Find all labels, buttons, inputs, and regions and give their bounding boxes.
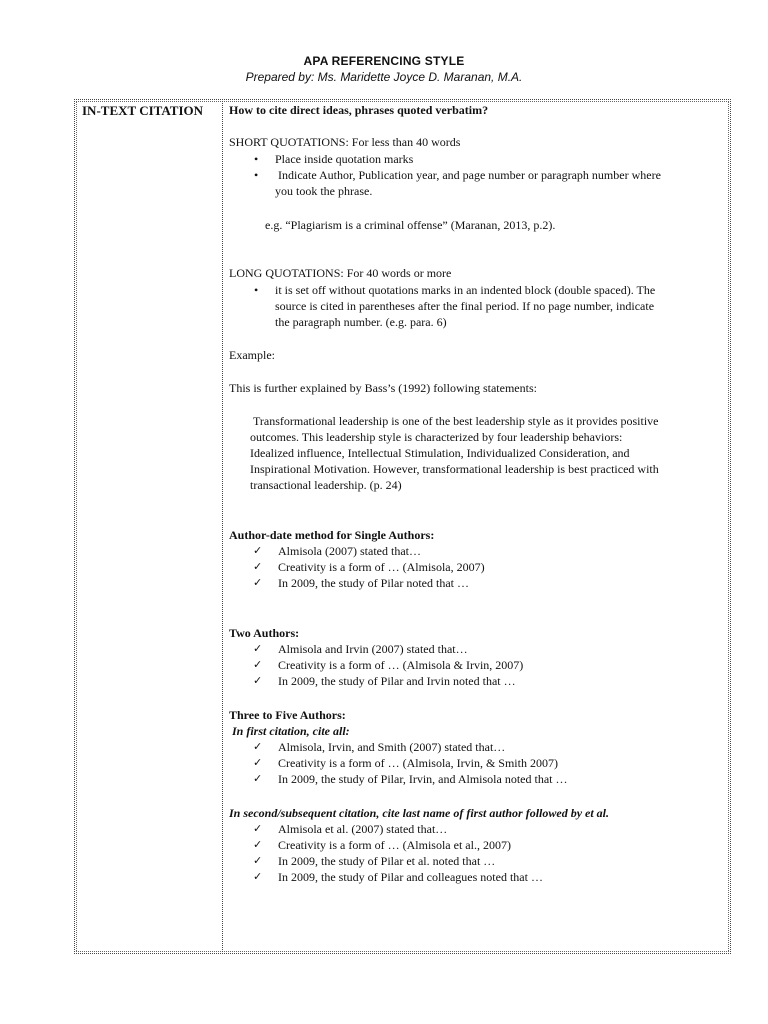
two-author-item-2: Creativity is a form of … (Almisola & Irvin, 2007) bbox=[278, 658, 524, 672]
document-title: APA REFERENCING STYLE bbox=[303, 54, 465, 68]
checkmark-icon: ✓ bbox=[253, 838, 263, 851]
example-label: Example: bbox=[229, 348, 275, 362]
subsequent-citation-label: In second/subsequent citation, cite last name of first author followed by et al. bbox=[229, 806, 610, 820]
table-inner-border-right bbox=[728, 101, 729, 951]
bullet-icon: • bbox=[254, 152, 259, 166]
three-author-item-3: In 2009, the study of Pilar, Irvin, and Almisola noted that … bbox=[278, 772, 568, 786]
first-citation-label: In first citation, cite all: bbox=[232, 724, 350, 738]
short-bullet-1: Place inside quotation marks bbox=[275, 152, 414, 166]
three-five-authors-title: Three to Five Authors: bbox=[229, 708, 346, 722]
single-author-item-3: In 2009, the study of Pilar noted that … bbox=[278, 576, 469, 590]
two-author-item-3: In 2009, the study of Pilar and Irvin noted that … bbox=[278, 674, 516, 688]
two-author-item-1: Almisola and Irvin (2007) stated that… bbox=[278, 642, 468, 656]
checkmark-icon: ✓ bbox=[253, 560, 263, 573]
short-example: e.g. “Plagiarism is a criminal offense” (Maranan, 2013, p.2). bbox=[265, 218, 556, 232]
subsequent-item-2: Creativity is a form of … (Almisola et al., 2007) bbox=[278, 838, 511, 852]
section-heading: How to cite direct ideas, phrases quoted verbatim? bbox=[229, 103, 489, 117]
bullet-icon: • bbox=[254, 283, 259, 297]
checkmark-icon: ✓ bbox=[253, 740, 263, 753]
short-quotations-title: SHORT QUOTATIONS: For less than 40 words bbox=[229, 135, 461, 149]
three-author-item-1: Almisola, Irvin, and Smith (2007) stated that… bbox=[278, 740, 506, 754]
block-quote-line-5: transactional leadership. (p. 24) bbox=[250, 478, 402, 492]
block-quote-line-1: Transformational leadership is one of the best leadership style as it provides positive bbox=[253, 414, 659, 428]
intro-text: This is further explained by Bass’s (1992) following statements: bbox=[229, 381, 537, 395]
block-quote-line-2: outcomes. This leadership style is characterized by four leadership behaviors: bbox=[250, 430, 623, 444]
long-quotations-title: LONG QUOTATIONS: For 40 words or more bbox=[229, 266, 452, 280]
table-inner-border-bottom bbox=[76, 951, 729, 952]
checkmark-icon: ✓ bbox=[253, 658, 263, 671]
three-author-item-2: Creativity is a form of … (Almisola, Irvin, & Smith 2007) bbox=[278, 756, 558, 770]
single-author-item-2: Creativity is a form of … (Almisola, 2007) bbox=[278, 560, 485, 574]
left-column-label: IN-TEXT CITATION bbox=[82, 103, 203, 118]
two-authors-title: Two Authors: bbox=[229, 626, 300, 640]
subsequent-item-4: In 2009, the study of Pilar and colleagues noted that … bbox=[278, 870, 543, 884]
long-bullet-line-3: the paragraph number. (e.g. para. 6) bbox=[275, 315, 447, 329]
bullet-icon: • bbox=[254, 168, 259, 182]
block-quote-line-4: Inspirational Motivation. However, transformational leadership is best practiced with bbox=[250, 462, 659, 476]
document-subtitle: Prepared by: Ms. Maridette Joyce D. Maranan, M.A. bbox=[245, 70, 523, 84]
subsequent-item-3: In 2009, the study of Pilar et al. noted that … bbox=[278, 854, 496, 868]
subsequent-item-1: Almisola et al. (2007) stated that… bbox=[278, 822, 448, 836]
long-bullet-line-2: source is cited in parentheses after the final period. If no page number, indicate bbox=[275, 299, 655, 313]
column-divider bbox=[222, 99, 223, 954]
short-bullet-2: Indicate Author, Publication year, and page number or paragraph number where bbox=[278, 168, 661, 182]
single-author-item-1: Almisola (2007) stated that… bbox=[278, 544, 421, 558]
short-bullet-2-cont: you took the phrase. bbox=[275, 184, 373, 198]
table-inner-border-left bbox=[76, 101, 77, 951]
checkmark-icon: ✓ bbox=[253, 772, 263, 785]
checkmark-icon: ✓ bbox=[253, 870, 263, 883]
block-quote-line-3: Idealized influence, Intellectual Stimulation, Individualized Consideration, and bbox=[250, 446, 630, 460]
checkmark-icon: ✓ bbox=[253, 822, 263, 835]
checkmark-icon: ✓ bbox=[253, 756, 263, 769]
checkmark-icon: ✓ bbox=[253, 674, 263, 687]
single-authors-title: Author-date method for Single Authors: bbox=[229, 528, 435, 542]
checkmark-icon: ✓ bbox=[253, 854, 263, 867]
checkmark-icon: ✓ bbox=[253, 642, 263, 655]
checkmark-icon: ✓ bbox=[253, 576, 263, 589]
checkmark-icon: ✓ bbox=[253, 544, 263, 557]
long-bullet-line-1: it is set off without quotations marks in an indented block (double spaced). The bbox=[275, 283, 656, 297]
